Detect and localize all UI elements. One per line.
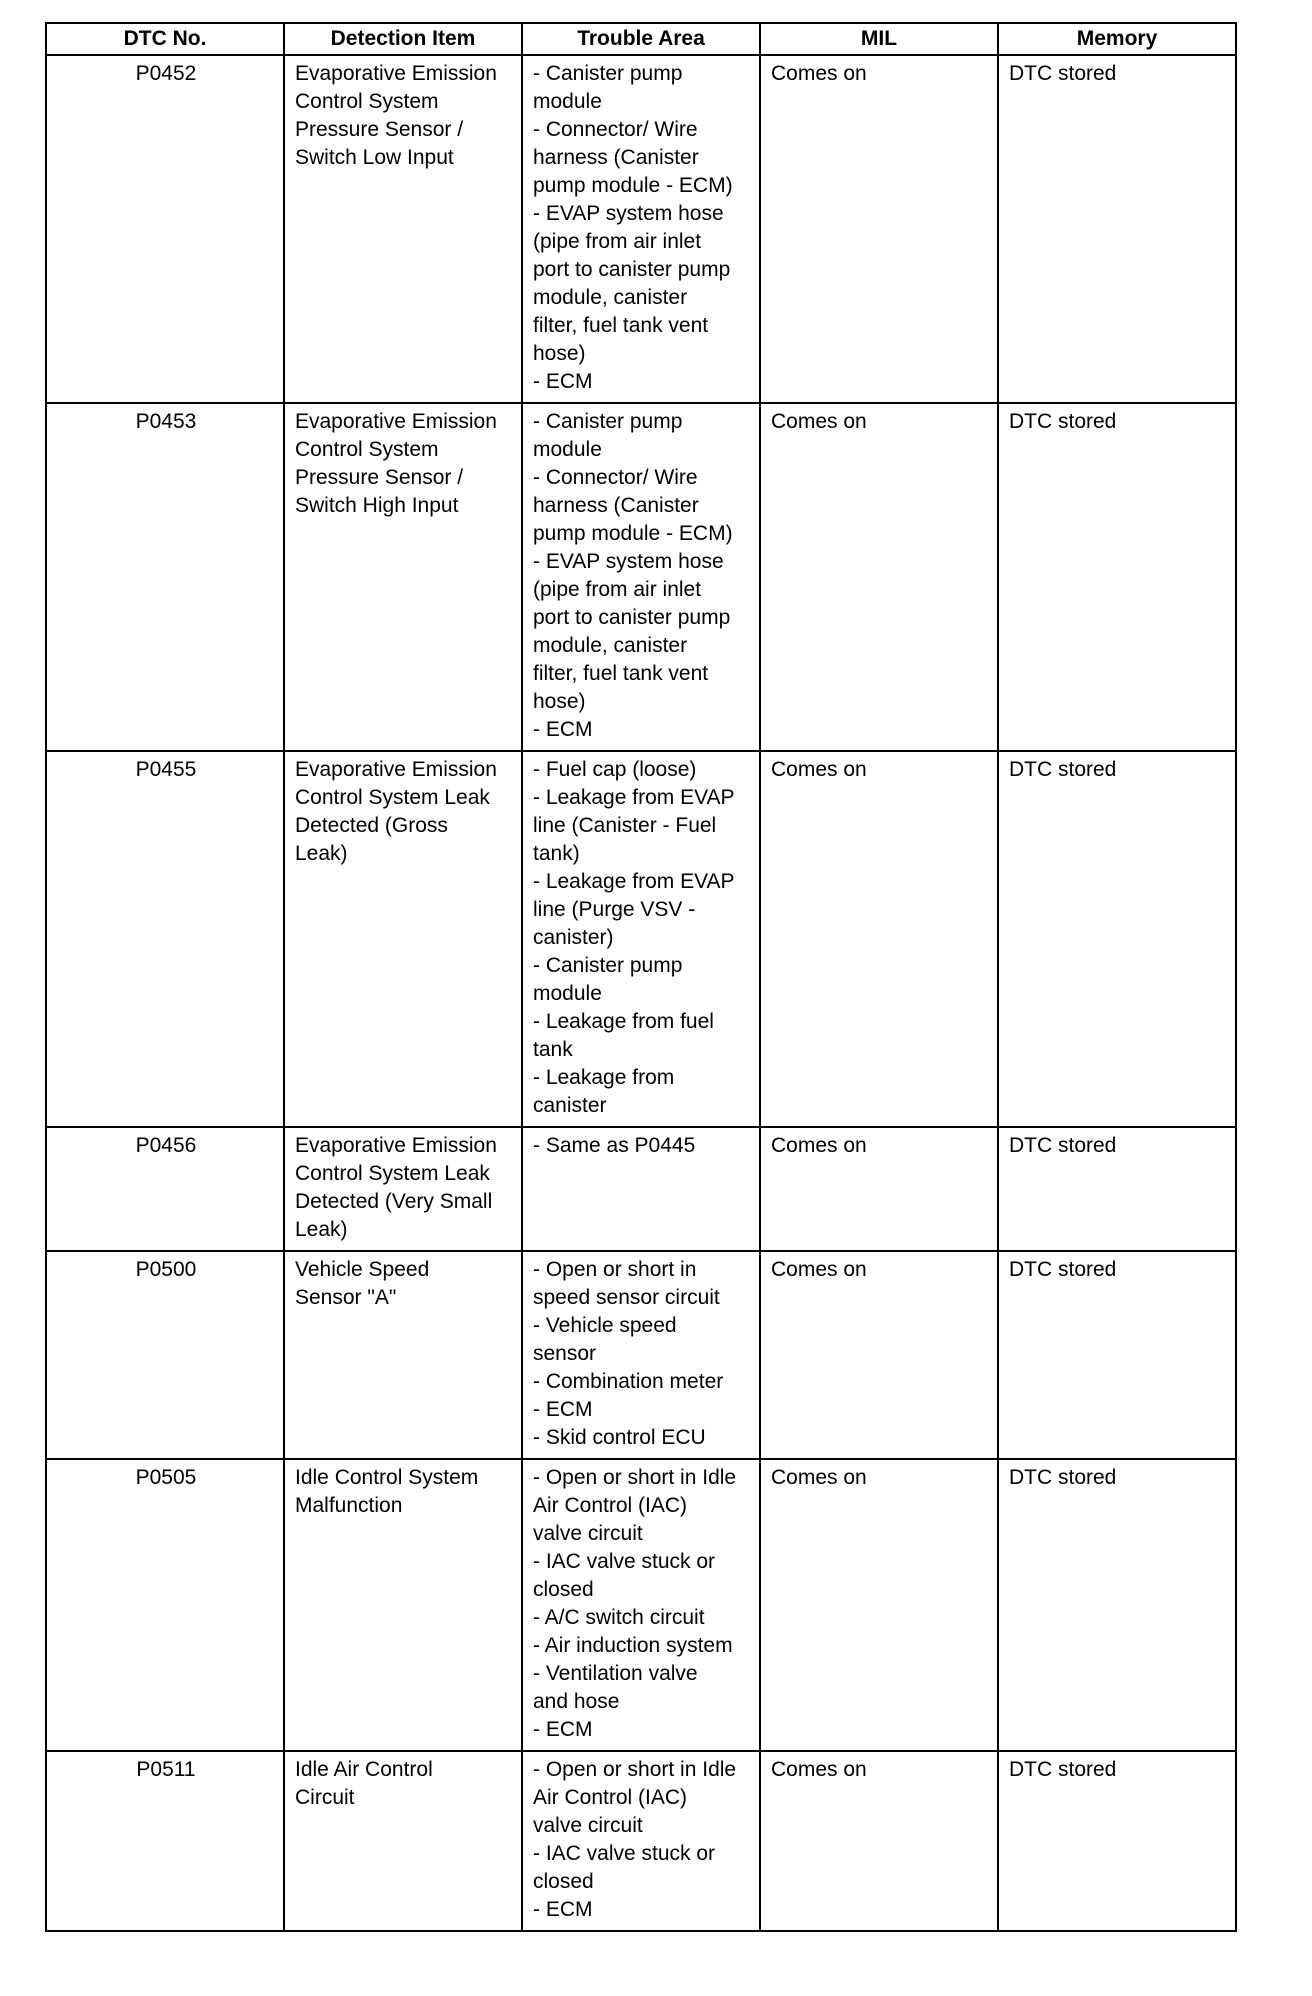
- dtc-number-cell: P0455: [46, 751, 284, 1127]
- memory-cell: DTC stored: [998, 1751, 1236, 1931]
- trouble-area-cell: - Same as P0445: [522, 1127, 760, 1251]
- header-mil: MIL: [760, 23, 998, 55]
- mil-cell: Comes on: [760, 403, 998, 751]
- table-row: [46, 1127, 1236, 1251]
- mil-cell: Comes on: [760, 1251, 998, 1459]
- detection-item-cell: Idle Control System Malfunction: [284, 1459, 522, 1751]
- header-dtc-no: DTC No.: [46, 23, 284, 55]
- dtc-number-cell: P0453: [46, 403, 284, 751]
- mil-cell: Comes on: [760, 1459, 998, 1751]
- header-detection-item: Detection Item: [284, 23, 522, 55]
- table-row: [46, 403, 1236, 751]
- trouble-area-cell: - Canister pump module - Connector/ Wire harness (Canister pump module - ECM) - EVAP system hose (pipe from air inlet port to canister pump module, canister filter, fuel tank vent hose) - ECM: [522, 55, 760, 403]
- table-row: [46, 1459, 1236, 1751]
- table-row: [46, 751, 1236, 1127]
- memory-cell: DTC stored: [998, 1459, 1236, 1751]
- table-row: [46, 1251, 1236, 1459]
- detection-item-cell: Evaporative Emission Control System Pressure Sensor / Switch Low Input: [284, 55, 522, 403]
- trouble-area-cell: - Open or short in Idle Air Control (IAC) valve circuit - IAC valve stuck or closed - ECM: [522, 1751, 760, 1931]
- memory-cell: DTC stored: [998, 1251, 1236, 1459]
- dtc-number-cell: P0452: [46, 55, 284, 403]
- mil-cell: Comes on: [760, 751, 998, 1127]
- trouble-area-cell: - Canister pump module - Connector/ Wire harness (Canister pump module - ECM) - EVAP system hose (pipe from air inlet port to canister pump module, canister filter, fuel tank vent hose) - ECM: [522, 403, 760, 751]
- trouble-area-cell: - Open or short in Idle Air Control (IAC) valve circuit - IAC valve stuck or closed - A/C switch circuit - Air induction system - Ventilation valve and hose - ECM: [522, 1459, 760, 1751]
- memory-cell: DTC stored: [998, 403, 1236, 751]
- detection-item-cell: Evaporative Emission Control System Pressure Sensor / Switch High Input: [284, 403, 522, 751]
- mil-cell: Comes on: [760, 1751, 998, 1931]
- trouble-area-cell: - Open or short in speed sensor circuit - Vehicle speed sensor - Combination meter - ECM - Skid control ECU: [522, 1251, 760, 1459]
- dtc-table: [45, 22, 1237, 1932]
- detection-item-cell: Evaporative Emission Control System Leak Detected (Gross Leak): [284, 751, 522, 1127]
- trouble-area-cell: - Fuel cap (loose) - Leakage from EVAP line (Canister - Fuel tank) - Leakage from EVAP line (Purge VSV - canister) - Canister pump module - Leakage from fuel tank - Leakage from canister: [522, 751, 760, 1127]
- memory-cell: DTC stored: [998, 751, 1236, 1127]
- detection-item-cell: Evaporative Emission Control System Leak Detected (Very Small Leak): [284, 1127, 522, 1251]
- dtc-number-cell: P0500: [46, 1251, 284, 1459]
- mil-cell: Comes on: [760, 1127, 998, 1251]
- dtc-number-cell: P0505: [46, 1459, 284, 1751]
- detection-item-cell: Vehicle Speed Sensor "A": [284, 1251, 522, 1459]
- header-memory: Memory: [998, 23, 1236, 55]
- dtc-number-cell: P0511: [46, 1751, 284, 1931]
- mil-cell: Comes on: [760, 55, 998, 403]
- table-row: [46, 1751, 1236, 1931]
- header-trouble-area: Trouble Area: [522, 23, 760, 55]
- table-row: [46, 55, 1236, 403]
- memory-cell: DTC stored: [998, 55, 1236, 403]
- dtc-number-cell: P0456: [46, 1127, 284, 1251]
- memory-cell: DTC stored: [998, 1127, 1236, 1251]
- detection-item-cell: Idle Air Control Circuit: [284, 1751, 522, 1931]
- header-row: [46, 23, 1236, 55]
- table-header: [46, 23, 1236, 55]
- table-body: [46, 55, 1236, 1931]
